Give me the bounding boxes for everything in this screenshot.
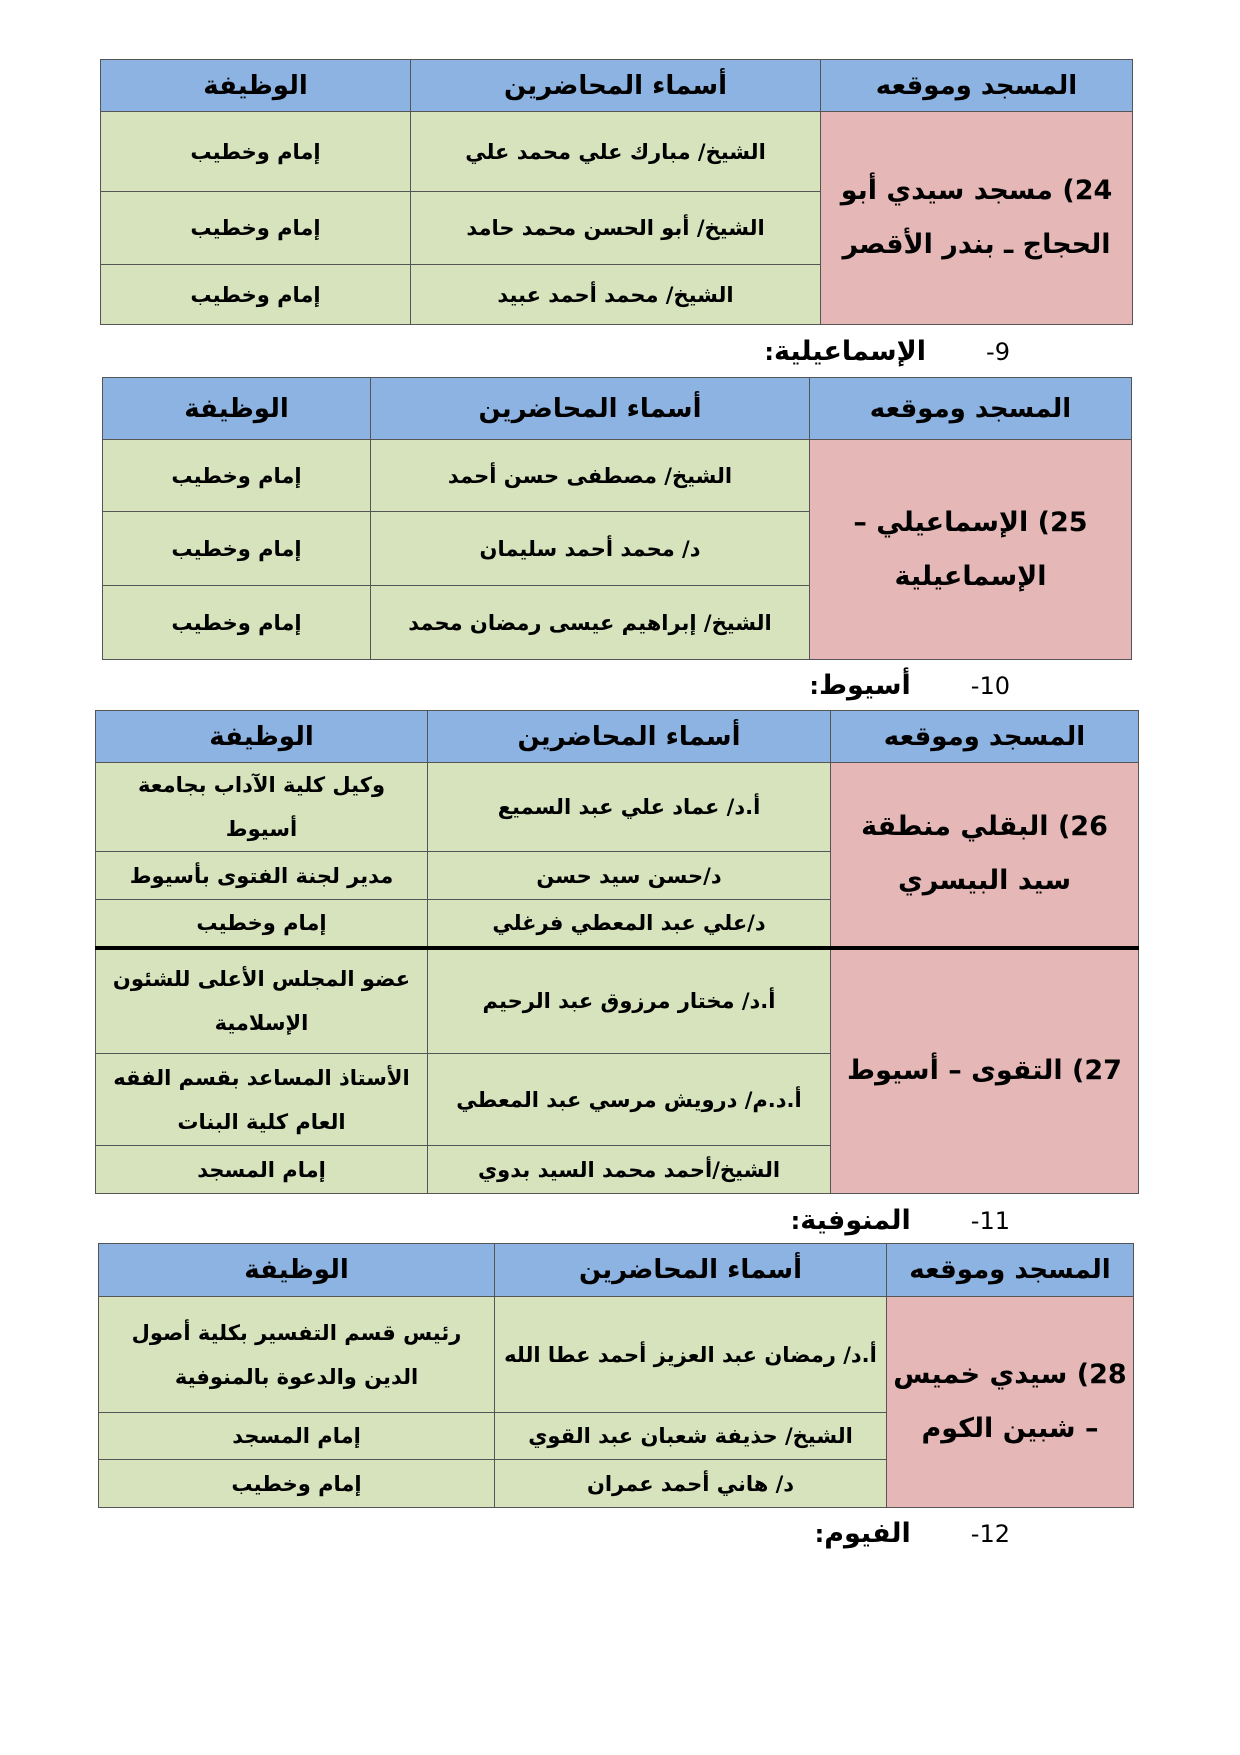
mosque-cell: 27) التقوى – أسيوط [831,948,1139,1194]
lecturer-name: الشيخ/ مصطفى حسن أحمد [371,440,810,512]
section-number: 12- [970,1520,1010,1548]
lecturer-name: د/حسن سيد حسن [428,852,831,900]
header-mosque: المسجد وموقعه [810,378,1132,440]
lecturer-name: د/ محمد أحمد سليمان [371,512,810,586]
lecturer-name: الشيخ/أحمد محمد السيد بدوي [428,1146,831,1194]
lecturer-name: الشيخ/ حذيفة شعبان عبد القوي [495,1413,887,1460]
lecturer-job: وكيل كلية الآداب بجامعة أسيوط [96,763,428,852]
mosque-cell: 28) سيدي خميس – شبين الكوم [887,1297,1134,1508]
header-lecturers: أسماء المحاضرين [428,711,831,763]
section-heading-menoufia: 11-المنوفية: [790,1205,1010,1236]
lecturer-job: إمام وخطيب [103,586,371,660]
lecturer-job: رئيس قسم التفسير بكلية أصول الدين والدعوة بالمنوفية [99,1297,495,1413]
header-mosque: المسجد وموقعه [887,1244,1134,1297]
lecturer-name: د/علي عبد المعطي فرغلي [428,900,831,948]
header-job: الوظيفة [103,378,371,440]
section-name: المنوفية [800,1205,911,1236]
lecturer-job: مدير لجنة الفتوى بأسيوط [96,852,428,900]
header-job: الوظيفة [101,60,411,112]
table-menoufia [98,1243,1134,1508]
table-luxor [100,59,1133,325]
lecturer-job: إمام وخطيب [101,192,411,265]
lecturer-name: أ.د/ عماد علي عبد السميع [428,763,831,852]
lecturer-name: الشيخ/ مبارك علي محمد علي [411,112,821,192]
lecturer-job: إمام وخطيب [103,440,371,512]
header-lecturers: أسماء المحاضرين [411,60,821,112]
lecturer-job: إمام وخطيب [101,265,411,325]
lecturer-job: إمام وخطيب [99,1460,495,1508]
header-mosque: المسجد وموقعه [831,711,1139,763]
section-number: 11- [970,1207,1010,1235]
section-heading-fayoum: 12-الفيوم: [814,1518,1010,1549]
lecturer-name: أ.د.م/ درويش مرسي عبد المعطي [428,1054,831,1146]
lecturer-name: الشيخ/ إبراهيم عيسى رمضان محمد [371,586,810,660]
mosque-cell: 25) الإسماعيلي – الإسماعيلية [810,440,1132,660]
header-lecturers: أسماء المحاضرين [371,378,810,440]
section-heading-ismailia: 9-الإسماعيلية: [764,336,1010,367]
lecturer-name: الشيخ/ أبو الحسن محمد حامد [411,192,821,265]
section-heading-assiut: 10-أسيوط: [809,670,1010,701]
table-assiut [95,710,1139,1194]
lecturer-job: إمام المسجد [96,1146,428,1194]
lecturer-job: عضو المجلس الأعلى للشئون الإسلامية [96,948,428,1054]
header-lecturers: أسماء المحاضرين [495,1244,887,1297]
header-mosque: المسجد وموقعه [821,60,1133,112]
mosque-cell: 24) مسجد سيدي أبو الحجاج ـ بندر الأقصر [821,112,1133,325]
lecturer-job: إمام وخطيب [96,900,428,948]
section-name: الإسماعيلية [774,336,927,367]
section-name: الفيوم [824,1518,911,1549]
header-job: الوظيفة [99,1244,495,1297]
section-number: 10- [970,672,1010,700]
lecturer-job: إمام وخطيب [103,512,371,586]
section-number: 9- [986,338,1010,366]
mosque-cell: 26) البقلي منطقة سيد البيسري [831,763,1139,948]
lecturer-job: الأستاذ المساعد بقسم الفقه العام كلية البنات [96,1054,428,1146]
lecturer-job: إمام وخطيب [101,112,411,192]
lecturer-job: إمام المسجد [99,1413,495,1460]
lecturer-name: د/ هاني أحمد عمران [495,1460,887,1508]
header-job: الوظيفة [96,711,428,763]
lecturer-name: أ.د/ مختار مرزوق عبد الرحيم [428,948,831,1054]
table-ismailia [102,377,1132,660]
lecturer-name: الشيخ/ محمد أحمد عبيد [411,265,821,325]
section-name: أسيوط [818,670,911,701]
lecturer-name: أ.د/ رمضان عبد العزيز أحمد عطا الله [495,1297,887,1413]
